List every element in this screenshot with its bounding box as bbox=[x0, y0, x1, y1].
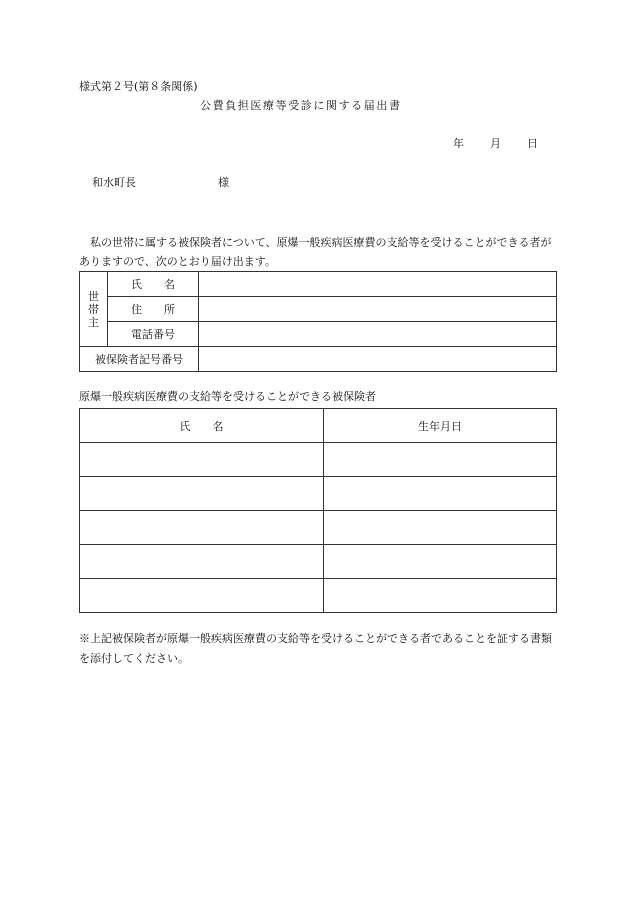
insured-id-field[interactable] bbox=[199, 347, 557, 372]
addressee bbox=[92, 176, 229, 189]
address-field[interactable] bbox=[199, 297, 557, 322]
phone-label: 電話番号 bbox=[108, 322, 199, 347]
household-table bbox=[79, 271, 557, 372]
date-year-label: 年 bbox=[453, 137, 464, 150]
insured-name-cell[interactable] bbox=[80, 511, 324, 545]
insured-birthdate-cell[interactable] bbox=[324, 579, 557, 613]
date-month-label: 月 bbox=[490, 137, 501, 150]
household-phone-row bbox=[80, 322, 557, 347]
insured-birthdate-cell[interactable] bbox=[324, 443, 557, 477]
form-number: 様式第２号(第８条関係) bbox=[79, 80, 198, 93]
household-head-label bbox=[80, 272, 108, 347]
insured-table bbox=[79, 408, 557, 613]
table-row bbox=[80, 443, 557, 477]
insured-id-row bbox=[80, 347, 557, 372]
table-row bbox=[80, 579, 557, 613]
insured-section-caption: 原爆一般疾病医療費の支給等を受けることができる被保険者 bbox=[79, 390, 376, 403]
insured-name-cell[interactable] bbox=[80, 477, 324, 511]
date-day-label: 日 bbox=[527, 137, 538, 150]
body-text: 私の世帯に属する被保険者について、原爆一般疾病医療費の支給等を受けることができる者がありますので、次のとおり届け出ます。 bbox=[79, 236, 552, 268]
household-name-row bbox=[80, 272, 557, 297]
table-row bbox=[80, 545, 557, 579]
addressee-name: 和水町長 bbox=[92, 176, 136, 189]
household-head-char: 主 bbox=[88, 315, 99, 329]
insured-name-cell[interactable] bbox=[80, 579, 324, 613]
address-label: 住 所 bbox=[108, 297, 199, 322]
date-line bbox=[453, 138, 538, 149]
table-row bbox=[80, 477, 557, 511]
household-address-row bbox=[80, 297, 557, 322]
insured-birthdate-cell[interactable] bbox=[324, 477, 557, 511]
insured-birthdate-cell[interactable] bbox=[324, 545, 557, 579]
footnote: ※上記被保険者が原爆一般疾病医療費の支給等を受けることができる者であることを証する書類を添付してください。 bbox=[79, 632, 552, 665]
insured-name-cell[interactable] bbox=[80, 443, 324, 477]
document-title: 公費負担医療等受診に関する届出書 bbox=[200, 99, 402, 112]
column-header-birthdate: 生年月日 bbox=[324, 409, 557, 443]
insured-birthdate-cell[interactable] bbox=[324, 511, 557, 545]
insured-table-header bbox=[80, 409, 557, 443]
name-label: 氏 名 bbox=[108, 272, 199, 297]
addressee-honorific: 様 bbox=[218, 176, 229, 189]
household-head-char: 帯 bbox=[88, 302, 99, 316]
insured-id-label: 被保険者記号番号 bbox=[80, 347, 199, 372]
table-row bbox=[80, 511, 557, 545]
phone-field[interactable] bbox=[199, 322, 557, 347]
household-head-char: 世 bbox=[88, 289, 99, 303]
name-field[interactable] bbox=[199, 272, 557, 297]
insured-name-cell[interactable] bbox=[80, 545, 324, 579]
column-header-name: 氏 名 bbox=[80, 409, 324, 443]
